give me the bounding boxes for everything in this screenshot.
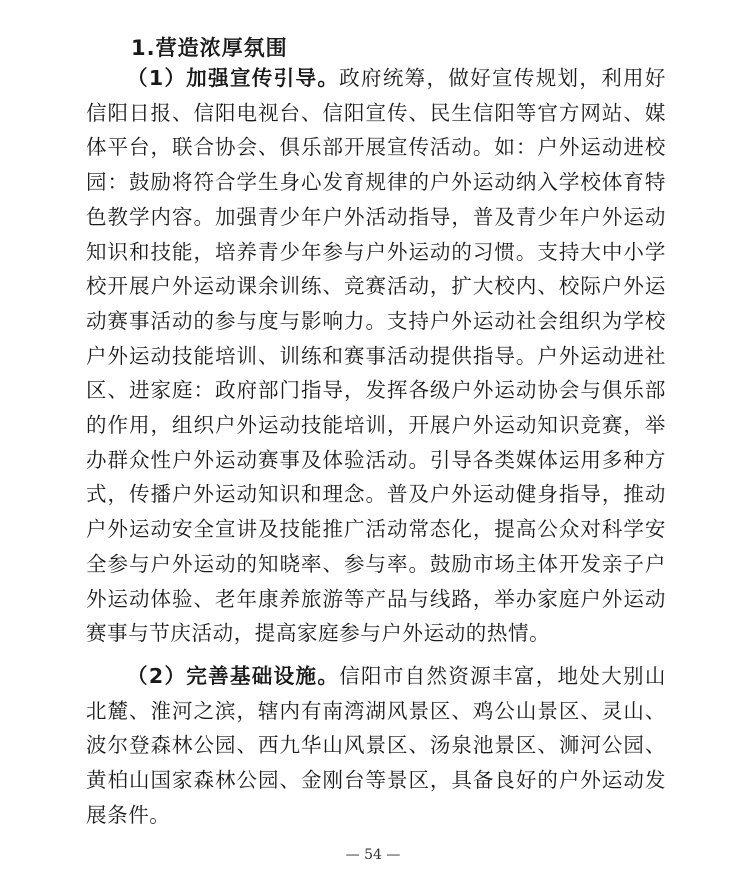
paragraph-body: 信阳市自然资源丰富，地处大别山北麓、淮河之滨，辖内有南湾湖风景区、鸡公山景区、灵山、波尔登森林公园、西九华山风景区、汤泉池景区、浉河公园、黄柏山国家森林公园、金刚台等景区，具备良好的户外运动发展条件。 (86, 664, 667, 827)
paragraph-lead: （2）完善基础设施。 (127, 664, 340, 688)
page-number: — 54 — (345, 847, 401, 863)
paragraph-lead: （1）加强宣传引导。 (127, 66, 340, 90)
paragraph-body: 政府统筹，做好宣传规划，利用好信阳日报、信阳电视台、信阳宣传、民生信阳等官方网站、媒体平台，联合协会、俱乐部开展宣传活动。如：户外运动进校园：鼓励将符合学生身心发育规律的户外运动纳入学校体育特色教学内容。加强青少年户外活动指导，普及青少年户外运动知识和技能，培养青少年参与户外运动的习惯。支持大中小学校开展户外运动课余训练、竞赛活动，扩大校内、校际户外运动赛事活动的参与度与影响力。支持户外运动社会组织为学校户外运动技能培训、训练和赛事活动提供指导。户外运动进社区、进家庭：政府部门指导，发挥各级户外运动协会与俱乐部的作用，组织户外运动技能培训，开展户外运动知识竞赛，举办群众性户外运动赛事及体验活动。引导各类媒体运用多种方式，传播户外运动知识和理念。普及户外运动健身指导，推动户外运动安全宣讲及技能推广活动常态化，提高公众对科学安全参与户外运动的知晓率、参与率。鼓励市场主体开发亲子户外运动体验、老年康养旅游等产品与线路，举办家庭户外运动赛事与节庆活动，提高家庭参与户外运动的热情。 (86, 66, 667, 646)
paragraph-infrastructure (86, 659, 666, 833)
section-heading: 1.营造浓厚氛围 (131, 36, 288, 60)
paragraph-publicity (86, 61, 666, 651)
